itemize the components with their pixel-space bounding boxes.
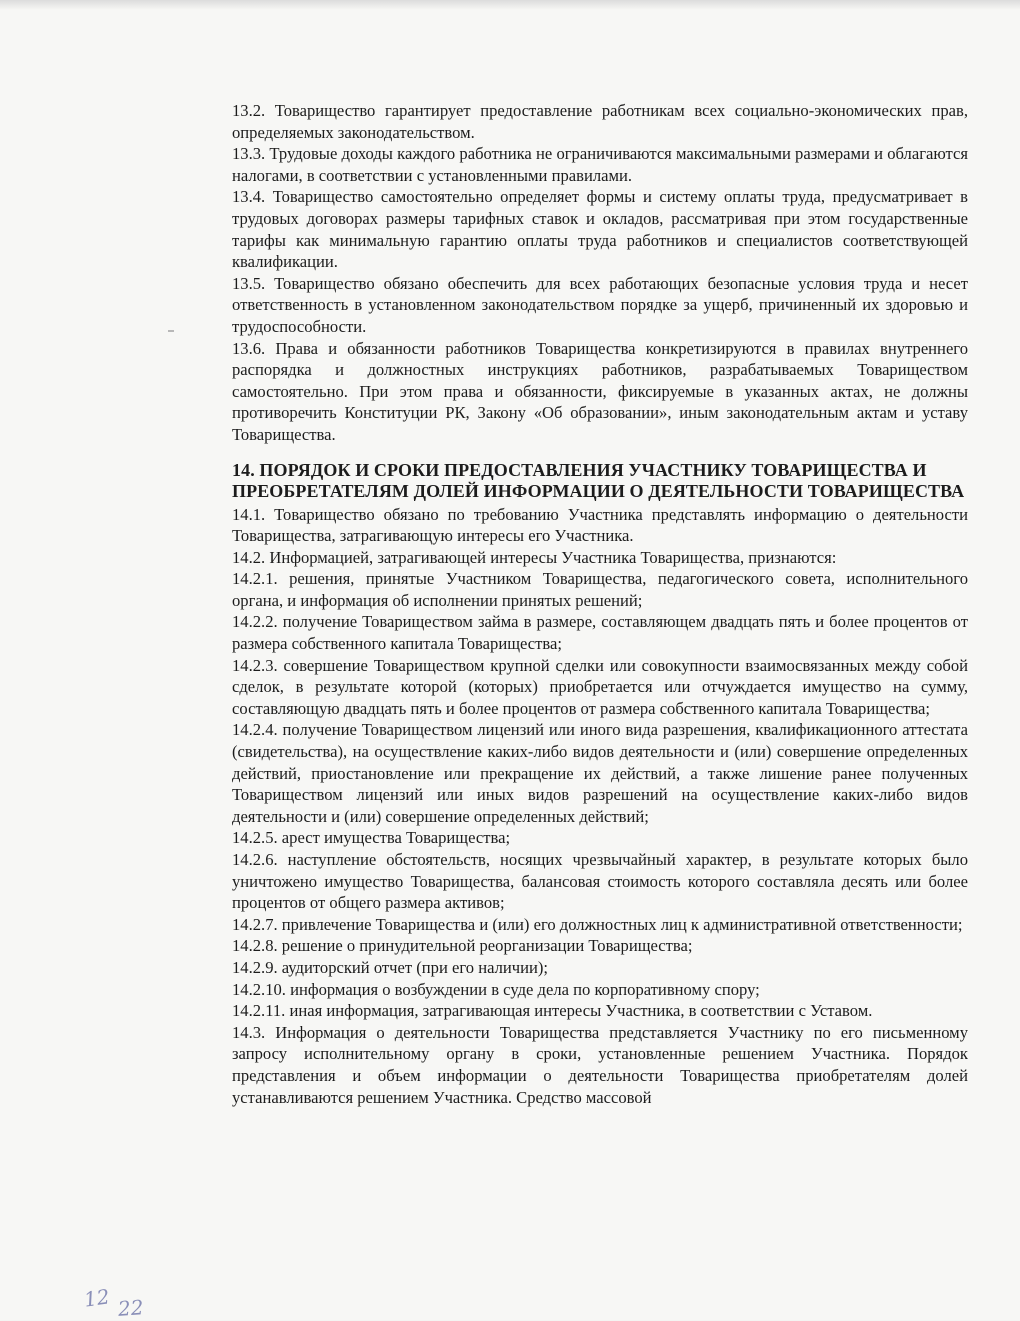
paragraph-14-2-10: 14.2.10. информация о возбуждении в суде дела по корпоративному спору; <box>232 979 760 999</box>
paragraph-14-3: 14.3. Информация о деятельности Товарищества представляется Участнику по его письменному запросу исполнительному органу в сроки, установленные решением Участника. Порядок представления и объем информации о деятельности Товарищества приобретателям долей устанавливаются решением Участника. Средство массовой <box>232 1022 968 1107</box>
paragraph-13-3: 13.3. Трудовые доходы каждого работника не ограничиваются максимальными размерами и облагаются налогами, в соответствии с установленными правилами. <box>232 144 968 185</box>
paragraph-14-2-3: 14.2.3. совершение Товариществом крупной сделки или совокупности взаимосвязанных между собой сделок, в результате которой (которых) приобретается или отчуждается имущество на сумму, составляющую двадцать пять и более процентов от размера собственного капитала Товарищества; <box>232 655 968 718</box>
document-body <box>232 100 968 1108</box>
paragraph-14-2-9: 14.2.9. аудиторский отчет (при его наличии); <box>232 957 549 977</box>
paragraph-14-2-8: 14.2.8. решение о принудительной реорганизации Товарищества; <box>232 936 693 956</box>
paragraph-14-2-4: 14.2.4. получение Товариществом лицензий или иного вида разрешения, квалификационного аттестата (свидетельства), на осуществление каких-либо видов деятельности и (или) совершение определенных действий, приостановление или прекращение их действий, а также лишение ранее полученных Товариществом лицензий или иных видов разрешений на осуществление каких-либо видов деятельности и (или) совершение определенных действий; <box>232 720 968 826</box>
scan-top-edge <box>0 0 1020 10</box>
paragraph-14-1: 14.1. Товарищество обязано по требованию Участника представлять информацию о деятельности Товарищества, затрагивающую интересы его Участника. <box>232 504 968 546</box>
paragraph-14-2-7: 14.2.7. привлечение Товарищества и (или) его должностных лиц к административной ответственности; <box>232 914 963 934</box>
handwritten-note: 12 <box>82 1284 111 1312</box>
paragraph-14-2-5: 14.2.5. арест имущества Товарищества; <box>232 828 511 848</box>
margin-mark <box>168 330 174 332</box>
paragraph-14-2-1: 14.2.1. решения, принятые Участником Товарищества, педагогического совета, исполнительного органа, и информация об исполнении принятых решений; <box>232 569 968 610</box>
paragraph-13-2: 13.2. Товарищество гарантирует предоставление работникам всех социально-экономических прав, определяемых законодательством. <box>232 101 968 142</box>
paragraph-14-2-11: 14.2.11. иная информация, затрагивающая интересы Участника, в соответствии с Уставом. <box>232 1001 873 1021</box>
paragraph-14-2: 14.2. Информацией, затрагивающей интересы Участника Товарищества, признаются: <box>232 547 837 567</box>
section-14-title: 14. ПОРЯДОК И СРОКИ ПРЕДОСТАВЛЕНИЯ УЧАСТНИКУ ТОВАРИЩЕСТВА И ПРЕОБРЕТАТЕЛЯМ ДОЛЕЙ ИНФОРМАЦИИ О ДЕЯТЕЛЬНОСТИ ТОВАРИЩЕСТВА <box>232 459 965 501</box>
paragraph-13-5: 13.5. Товарищество обязано обеспечить для всех работающих безопасные условия труда и несет ответственность в установленном законодательством порядке за ущерб, причиненный их здоровью и трудоспособности. <box>232 273 968 336</box>
paragraph-13-4: 13.4. Товарищество самостоятельно определяет формы и систему оплаты труда, предусматривает в трудовых договорах размеры тарифных ставок и окладов, рассматривая при этом государственные тарифы как минимальную гарантию оплаты труда работников и специалистов соответствующей квалификации. <box>232 187 968 272</box>
paragraph-13-6: 13.6. Права и обязанности работников Товарищества конкретизируются в правилах внутреннего распорядка и должностных инструкциях работников, разрабатываемых Товариществом самостоятельно. При этом права и обязанности, фиксируемые в указанных актах, не должны противоречить Конституции РК, Закону «Об образовании», иным законодательным актам и уставу Товарищества. <box>232 338 968 444</box>
paragraph-14-2-2: 14.2.2. получение Товариществом займа в размере, составляющем двадцать пять и более процентов от размера собственного капитала Товарищества; <box>232 612 968 654</box>
paragraph-14-2-6: 14.2.6. наступление обстоятельств, носящих чрезвычайный характер, в результате которых было уничтожено имущество Товарищества, балансовая стоимость которого составляла десять или более процентов от общего размера активов; <box>232 850 968 913</box>
handwritten-page-number: 22 <box>117 1295 145 1321</box>
